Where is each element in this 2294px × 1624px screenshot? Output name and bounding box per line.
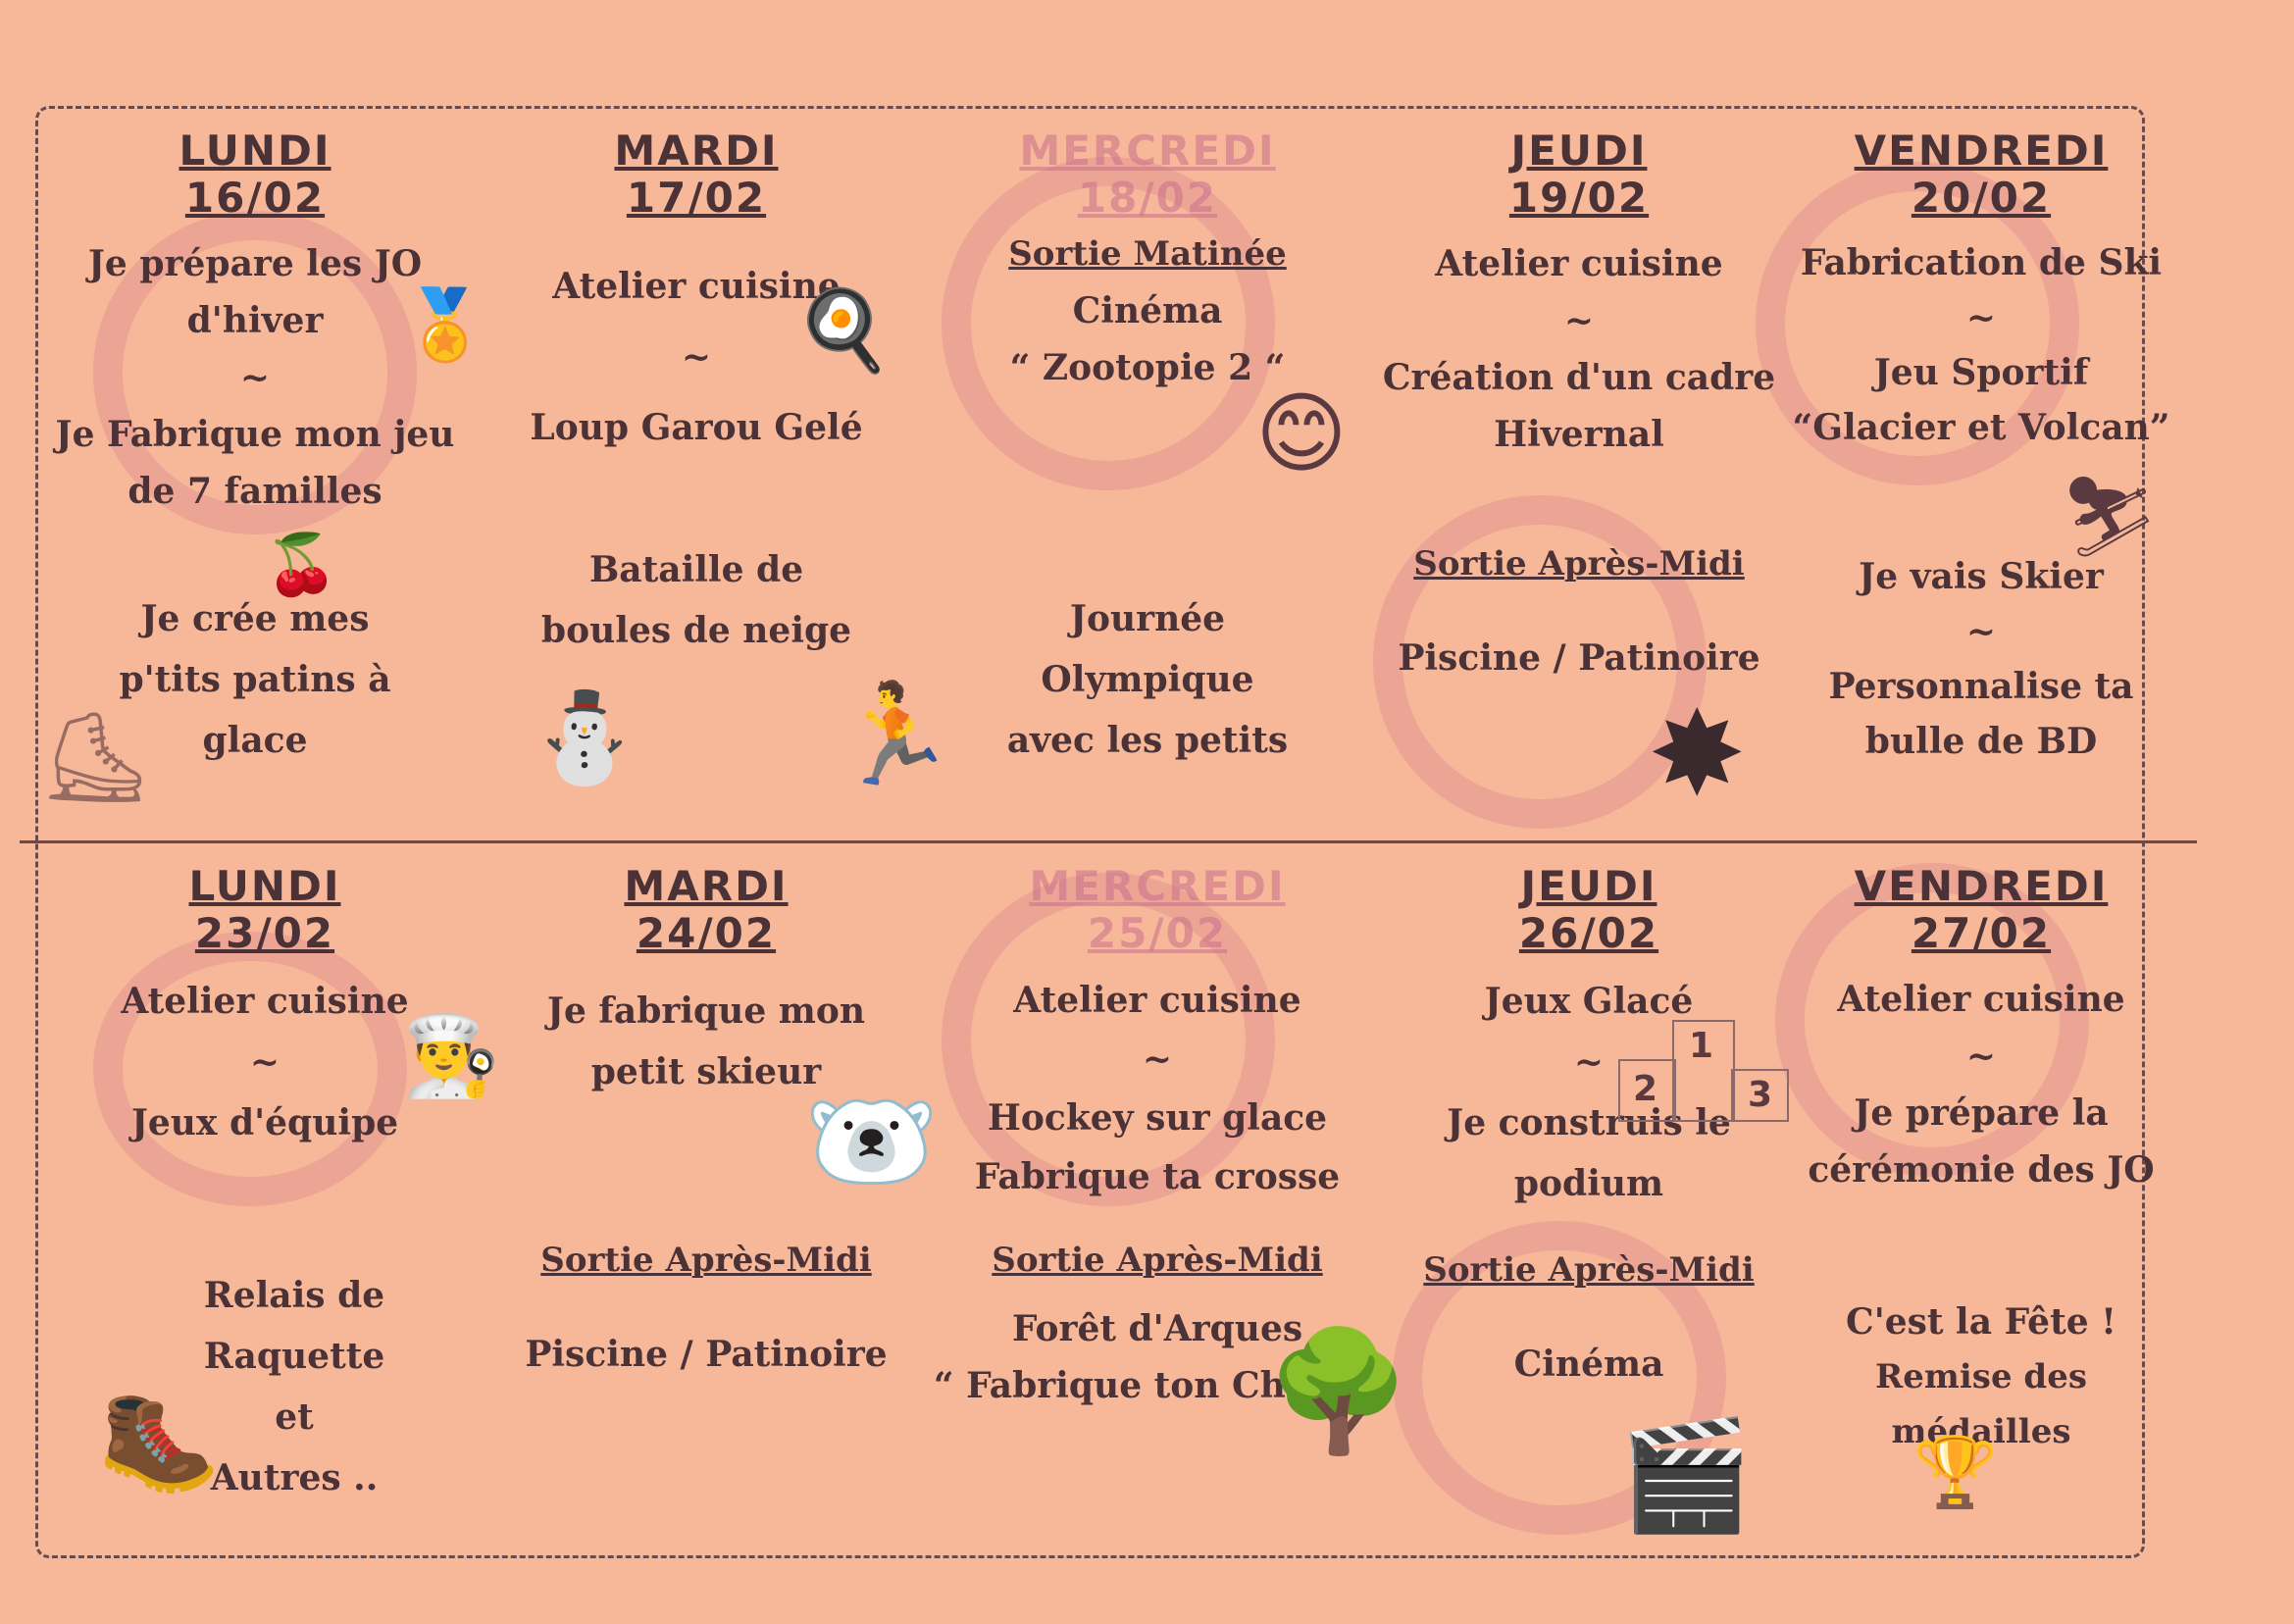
day-name: MERCREDI <box>1019 127 1276 175</box>
morning-activities: Je prépare les JO d'hiver ~ Je Fabrique mon jeu de 7 familles <box>55 243 455 512</box>
day-name: JEUDI <box>1510 127 1648 175</box>
skier-icon: ⛷ <box>2060 471 2160 562</box>
afternoon-activities: Sortie Après-Midi Piscine / Patinoire <box>1373 539 1785 688</box>
day-date: 25/02 <box>1087 909 1228 957</box>
afternoon-activities: Relais de Raquette et Autres .. <box>203 1275 385 1498</box>
week-divider <box>20 840 2197 843</box>
morning-activities: Fabrication de Ski ~ Jeu Sportif “Glacier et Volcan” <box>1792 242 2170 448</box>
podium-number-2: 2 <box>1633 1069 1658 1109</box>
afternoon-activities: C'est la Fête ! Remise des médailles <box>1846 1301 2116 1451</box>
chef-icon: 👨‍🍳 <box>402 1010 500 1101</box>
medal-icon: 🏅 <box>402 284 488 365</box>
morning-activities: Atelier cuisine ~ Je prépare la cérémonie des JO <box>1808 979 2155 1191</box>
day-date: 23/02 <box>194 909 335 957</box>
day-date: 27/02 <box>1911 909 2052 957</box>
morning-activities: Atelier cuisine ~ Jeux d'équipe <box>121 981 409 1143</box>
athletes-icon: 🏃 <box>834 677 956 791</box>
afternoon-outing-title: Sortie Après-Midi <box>992 1241 1323 1280</box>
morning-activities: Atelier cuisine ~ Création d'un cadre Hivernal <box>1382 243 1776 455</box>
afternoon-outing-title: Sortie Après-Midi <box>540 1241 872 1280</box>
tree-icon: 🌳 <box>1265 1324 1412 1460</box>
afternoon-activities: Je crée mes p'tits patins à glace <box>119 598 391 761</box>
morning-activities: Cinéma “ Zootopie 2 “ <box>1009 290 1286 388</box>
day-name: MERCREDI <box>1029 862 1286 910</box>
afternoon-activities: Sortie Après-Midi Cinéma <box>1393 1245 1785 1395</box>
day-mardi-24 <box>490 863 922 1549</box>
day-date: 20/02 <box>1911 174 2052 222</box>
snowball-kids-icon: ⛄ <box>530 686 640 789</box>
podium-number-3: 3 <box>1748 1075 1773 1115</box>
burst-icon: ✸ <box>1648 686 1747 823</box>
morning-activities: Jeux Glacé ~ Je construis le podium <box>1447 981 1731 1204</box>
afternoon-outing-title: Sortie Après-Midi <box>1423 1250 1755 1290</box>
day-name: MARDI <box>614 127 779 175</box>
day-date: 24/02 <box>636 909 777 957</box>
morning-activities: Je fabrique mon petit skieur <box>546 990 866 1092</box>
ice-skates-icon: ⛸ <box>39 706 152 809</box>
day-name: VENDREDI <box>1854 862 2109 910</box>
cherry-icon: 🍒 <box>265 531 338 599</box>
afternoon-activities: Je vais Skier ~ Personnalise ta bulle de BD <box>1828 556 2134 762</box>
afternoon-outing-title: Sortie Après-Midi <box>1413 544 1745 584</box>
day-date: 18/02 <box>1077 174 1218 222</box>
day-date: 19/02 <box>1508 174 1650 222</box>
day-name: JEUDI <box>1520 862 1657 910</box>
afternoon-activities: Sortie Après-Midi Piscine / Patinoire <box>490 1236 922 1385</box>
afternoon-activities: Sortie Après-Midi Forêt d'Arques “ Fabrique ton Chalet” <box>922 1236 1393 1414</box>
afternoon-activities: Journée Olympique avec les petits <box>1006 598 1289 761</box>
day-date: 26/02 <box>1518 909 1659 957</box>
day-name: VENDREDI <box>1854 127 2109 175</box>
day-name: LUNDI <box>188 862 341 910</box>
week-2 <box>39 862 2155 1549</box>
podium-number-1: 1 <box>1689 1026 1714 1066</box>
morning-outing-title: Sortie Matinée <box>1008 234 1287 274</box>
day-name: LUNDI <box>178 127 331 175</box>
polar-bear-icon: 🐻‍❄️ <box>804 1079 939 1204</box>
podium-icon <box>1618 1020 1785 1118</box>
kids-icon: 😊 <box>1255 382 1348 485</box>
chef-cooking-icon: 🍳 <box>794 284 892 376</box>
morning-activities: Atelier cuisine ~ Loup Garou Gelé <box>530 266 863 448</box>
snowshoe-hiker-icon: 🥾 <box>98 1383 221 1497</box>
morning-activities: Atelier cuisine ~ Hockey sur glace Fabrique ta crosse <box>974 980 1341 1197</box>
afternoon-activities: Bataille de boules de neige <box>540 549 852 651</box>
week-1 <box>39 127 2170 834</box>
clapperboard-icon: 🎬 <box>1618 1412 1753 1538</box>
day-date: 17/02 <box>626 174 767 222</box>
trophy-icon: 🏆 <box>1912 1432 1999 1512</box>
day-date: 16/02 <box>184 174 326 222</box>
day-name: MARDI <box>624 862 789 910</box>
